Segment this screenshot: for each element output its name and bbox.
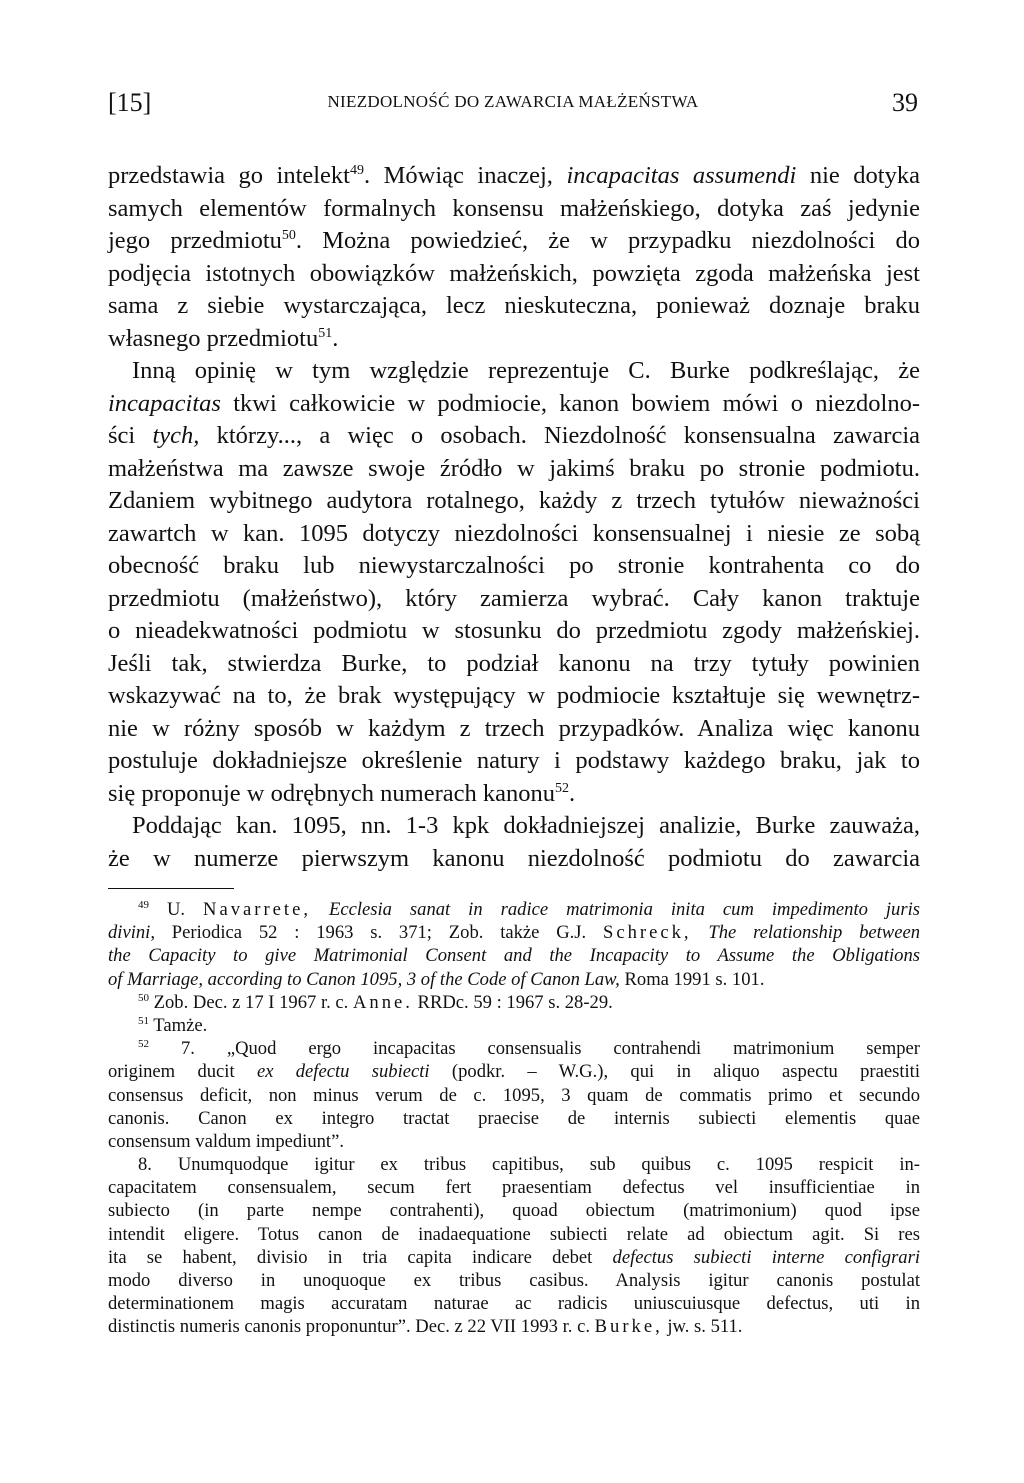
running-header xyxy=(108,86,918,122)
text-line: Zdaniem wybitnego audytora rotalnego, każdy z trzech tytułów nieważności xyxy=(108,487,920,514)
text-line: Jeśli tak, stwierdza Burke, to podział kanonu na trzy tytuły powinien xyxy=(108,649,920,677)
footnotes xyxy=(108,898,920,1339)
text-line: ści tych, którzy..., a więc o osobach. Niezdolność konsensualna zawarcia xyxy=(108,422,920,449)
text-line: przedmiotu (małżeństwo), który zamierza wybrać. Cały kanon traktuje xyxy=(108,584,920,612)
footnote-line: divini, Periodica 52 : 1963 s. 371; Zob. także G.J. Schreck, The relationship between xyxy=(108,922,920,944)
text-line: przedstawia go intelekt$^{49}$. Mówiąc inaczej, incapacitas assumendi nie dotyka xyxy=(108,162,920,189)
running-title: NIEZDOLNOŚĆ DO ZAWARCIA MAŁŻEŃSTWA xyxy=(327,92,699,111)
main-text xyxy=(108,160,920,875)
footnote-line: the Capacity to give Matrimonial Consent and the Incapacity to Assume the Obligations xyxy=(108,945,920,967)
footnote-line: intendit eligere. Totus canon de inadaequatione subiecti relate ad obiectum agit. Si res xyxy=(108,1223,920,1245)
text-line: wskazywać na to, że brak występujący w podmiocie kształtuje się wewnętrz- xyxy=(108,682,920,709)
footnote-line: consensus deficit, non minus verum de c. 1095, 3 quam de commatis primo et secundo xyxy=(108,1084,920,1106)
text-line: incapacitas tkwi całkowicie w podmiocie, kanon bowiem mówi o niezdolno- xyxy=(108,389,920,417)
footnote-52: $^{52}$ 7. „Quod ergo incapacitas consensualis contrahendi matrimonium semper xyxy=(138,1037,920,1060)
footnote-number: 49 xyxy=(138,898,149,911)
footnote-separator xyxy=(108,888,234,889)
footnote-line: determinationem magis accuratam naturae ac radicis uniuscuiusque defectus, uti in xyxy=(108,1293,920,1315)
footnote-line: of Marriage, according to Canon 1095, 3 of the Code of Canon Law, Roma 1991 s. 101. xyxy=(108,968,765,990)
text-line: się proponuje w odrębnych numerach kanonu$^{52}$. xyxy=(108,779,576,807)
text-line: jego przedmiotu$^{50}$. Można powiedzieć, że w przypadku niezdolności do xyxy=(108,227,921,254)
footnote-number: 52 xyxy=(138,1037,149,1050)
footnote-line: distinctis numeris canonis proponuntur”. Dec. z 22 VII 1993 r. c. Burke, jw. s. 511. xyxy=(108,1316,743,1338)
text-line: nie w różny sposób w każdym z trzech przypadków. Analiza więc kanonu xyxy=(108,714,920,742)
footnote-51: $^{51}$ Tamże. xyxy=(138,1014,208,1036)
text-line: zawartch w kan. 1095 dotyczy niezdolności konsensualnej i niesie ze sobą xyxy=(108,519,920,547)
footnote-number: 51 xyxy=(138,1014,149,1027)
footnote-line: canonis. Canon ex integro tractat praecise de internis subiecti elementis quae xyxy=(108,1107,920,1129)
footnote-line: modo diverso in unoquoque ex tribus casibus. Analysis igitur canonis postulat xyxy=(108,1270,920,1291)
footnote-50: $^{50}$ Zob. Dec. z 17 I 1967 r. c. Anne. RRDc. 59 : 1967 s. 28-29. xyxy=(138,991,613,1013)
text-line: że w numerze pierwszym kanonu niezdolność podmiotu do zawarcia xyxy=(108,844,920,872)
footnote-number: 50 xyxy=(138,991,149,1004)
footnote-line: 8. Unumquodque igitur ex tribus capitibus, sub quibus c. 1095 respicit in- xyxy=(138,1154,920,1176)
section-number: [15] xyxy=(108,88,152,117)
footnote-line: capacitatem consensualem, secum fert praesentiam defectus vel insufficientiae in xyxy=(108,1177,920,1199)
footnote-ref: 52 xyxy=(555,780,569,796)
text-line: Poddając kan. 1095, nn. 1-3 kpk dokładniejszej analizie, Burke zauważa, xyxy=(132,812,920,839)
text-line: postuluje dokładniejsze określenie natury i podstawy każdego braku, jak to xyxy=(108,747,920,774)
footnote-ref: 51 xyxy=(318,325,333,341)
text-line: o nieadekwatności podmiotu w stosunku do przedmiotu zgody małżeńskiej. xyxy=(108,617,920,644)
footnote-line: consensum valdum impediunt”. xyxy=(108,1130,344,1152)
text-line: małżeństwa ma zawsze swoje źródło w jakimś braku po stronie podmiotu. xyxy=(108,454,920,482)
text-line: własnego przedmiotu$^{51}$. xyxy=(108,324,339,352)
footnote-ref: 49 xyxy=(350,162,364,178)
text-line: samych elementów formalnych konsensu małżeńskiego, dotyka zaś jedynie xyxy=(108,194,920,222)
text-line: obecność braku lub niewystarczalności po stronie kontrahenta co do xyxy=(108,552,920,579)
footnote-line: ita se habent, divisio in tria capita indicare debet defectus subiecti interne configrari xyxy=(108,1246,920,1268)
footnote-ref: 50 xyxy=(281,227,296,243)
text-line: Inną opinię w tym względzie reprezentuje C. Burke podkreślając, że xyxy=(132,357,920,384)
footnote-line: subiecto (in parte nempe contrahenti), quoad obiectum (matrimonium) quod ipse xyxy=(108,1200,920,1222)
page-number: 39 xyxy=(892,88,918,117)
text-line: sama z siebie wystarczająca, lecz nieskuteczna, ponieważ doznaje braku xyxy=(108,292,920,319)
text-line: podjęcia istotnych obowiązków małżeńskich, powzięta zgoda małżeńska jest xyxy=(108,259,920,287)
footnote-line: originem ducit ex defectu subiecti (podkr. – W.G.), qui in aliquo aspectu praestiti xyxy=(108,1061,920,1083)
footnote-49: $^{49}$ U. Navarrete, Ecclesia sanat in radice matrimonia inita cum impedimento juris xyxy=(138,898,920,920)
